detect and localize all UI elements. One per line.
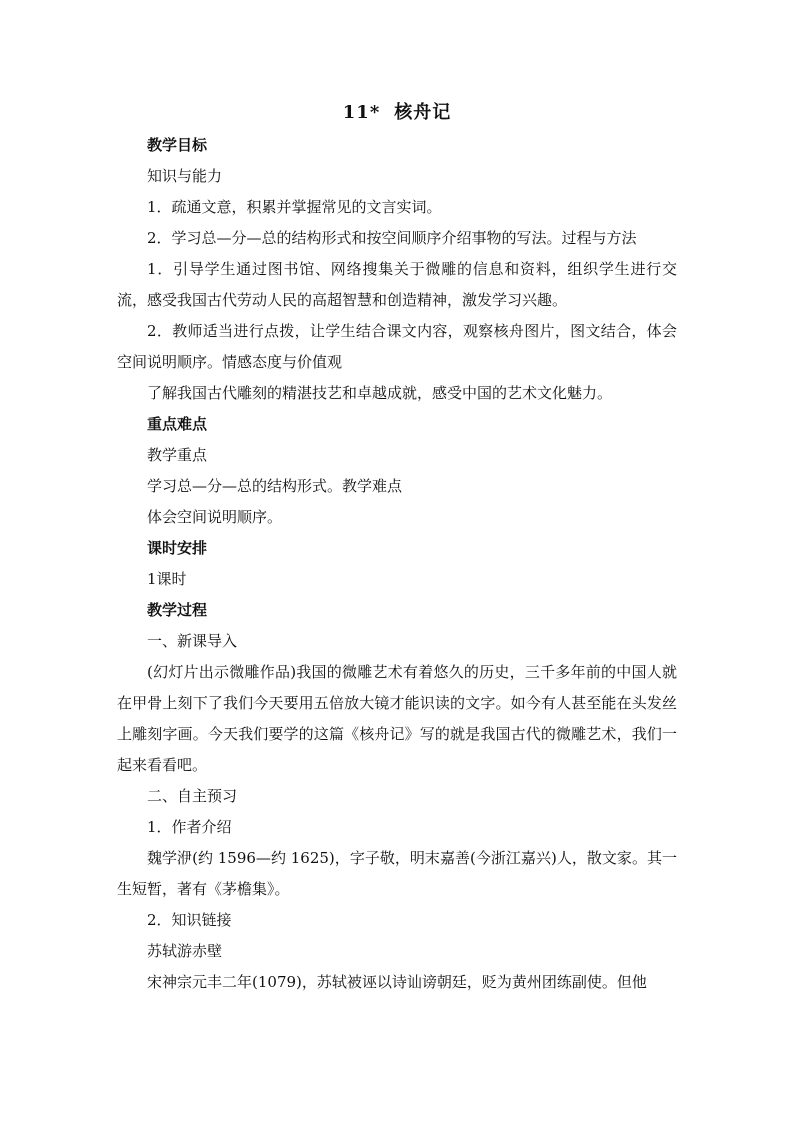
- teaching-focus-text: 学习总—分—总的结构形式。教学难点: [147, 477, 403, 495]
- process-method-item-2: 2．教师适当进行点拨，让学生结合课文内容，观察核舟图片，图文结合，体会空间说明顺序。情感态度与价值观: [117, 322, 677, 371]
- section-heading-key-points: 重点难点: [147, 415, 208, 433]
- section-heading-schedule: 课时安排: [147, 539, 208, 557]
- knowledge-link-subtitle: 苏轼游赤壁: [147, 942, 223, 960]
- objective-item-1: 1．疏通文意，积累并掌握常见的文言实词。: [147, 198, 442, 216]
- page-title: [117, 98, 677, 128]
- section-heading-process: 教学过程: [147, 601, 208, 619]
- section-heading-objectives: 教学目标: [147, 136, 208, 154]
- process-method-item-1: 1．引导学生通过图书馆、网络搜集关于微雕的信息和资料，组织学生进行交流，感受我国古代劳动人民的高超智慧和创造精神，激发学习兴趣。: [117, 260, 677, 309]
- schedule-text: 1课时: [147, 570, 187, 588]
- document-body: [117, 98, 677, 998]
- lesson-title: 核舟记: [394, 102, 452, 123]
- knowledge-link-paragraph: 宋神宗元丰二年(1079)，苏轼被诬以诗讪谤朝廷，贬为黄州团练副使。但他: [147, 973, 647, 991]
- introduction-paragraph: (幻灯片出示微雕作品)我国的微雕艺术有着悠久的历史，三千多年前的中国人就在甲骨上刻下了我们今天要用五倍放大镜才能识读的文字。如今有人甚至能在头发丝上雕刻字画。今天我们要学的这篇《核舟记》写的就是我国古代的微雕艺术，我们一起来看看吧。: [117, 663, 677, 774]
- lesson-number: 11*: [342, 102, 381, 123]
- subheading-knowledge-ability: 知识与能力: [147, 167, 223, 185]
- objective-item-2: 2．学习总—分—总的结构形式和按空间顺序介绍事物的写法。过程与方法: [147, 229, 637, 247]
- author-intro-title: 1．作者介绍: [147, 818, 232, 836]
- knowledge-link-title: 2．知识链接: [147, 911, 232, 929]
- subheading-teaching-focus: 教学重点: [147, 446, 208, 464]
- process-step-1-title: 一、新课导入: [147, 632, 238, 650]
- author-intro-paragraph: 魏学洢(约 1596—约 1625)，字子敬，明末嘉善(今浙江嘉兴)人，散文家。其一生短暂，著有《茅檐集》。: [117, 849, 677, 898]
- process-step-2-title: 二、自主预习: [147, 787, 238, 805]
- emotion-values-text: 了解我国古代雕刻的精湛技艺和卓越成就，感受中国的艺术文化魅力。: [147, 384, 613, 402]
- teaching-difficulty-text: 体会空间说明顺序。: [147, 508, 283, 526]
